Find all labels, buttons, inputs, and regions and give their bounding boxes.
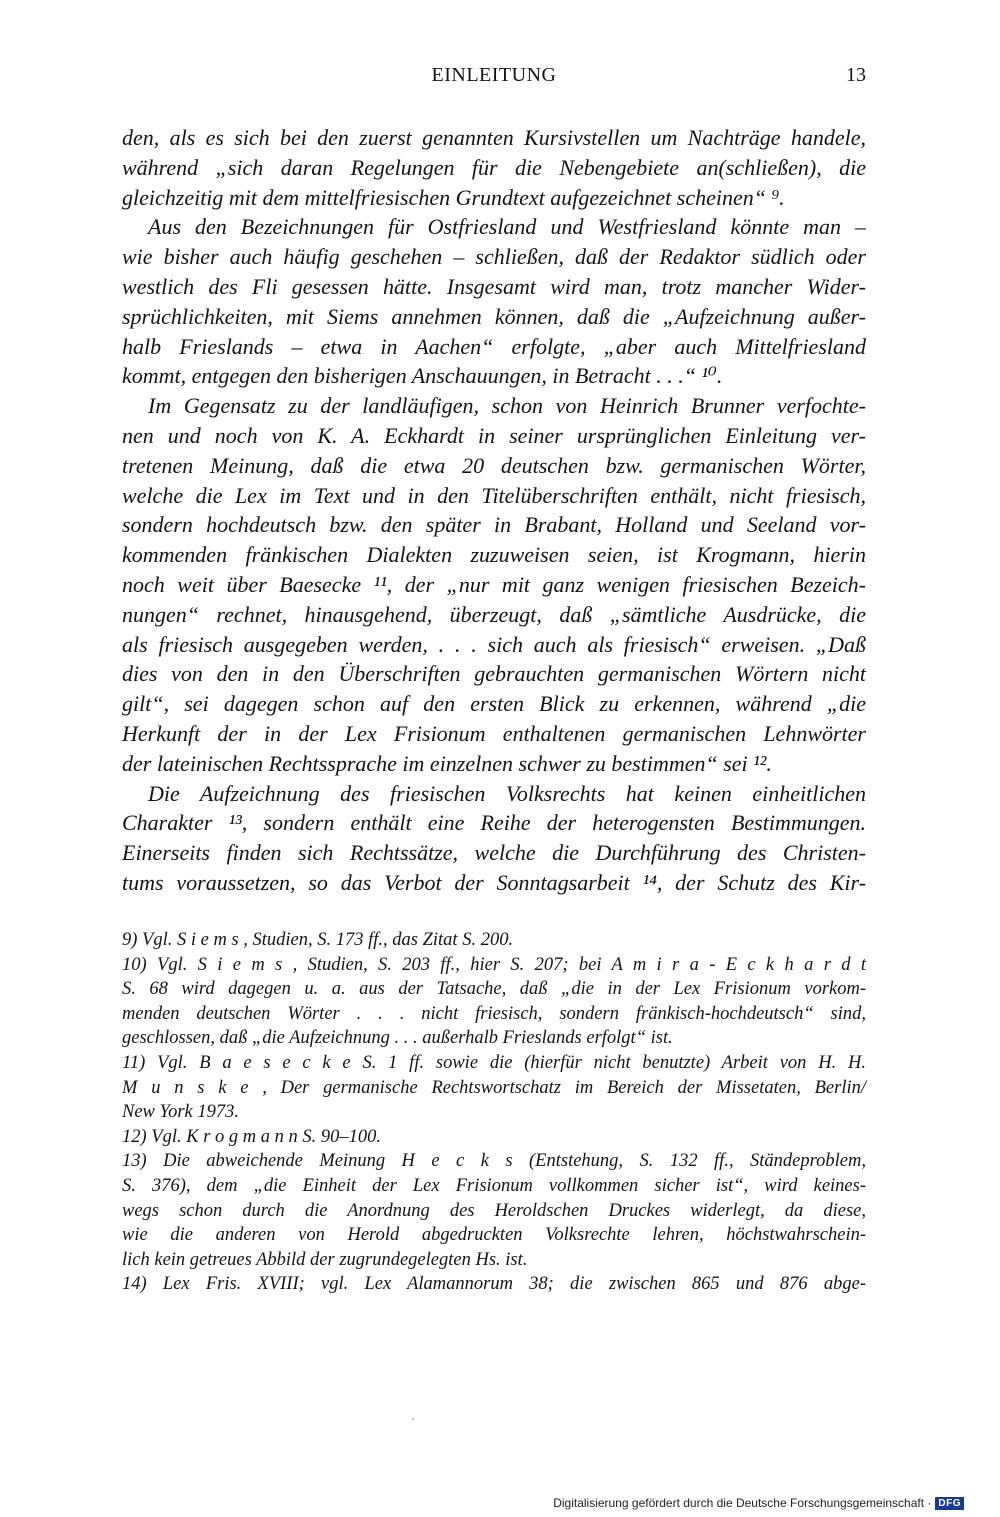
scan-speck [412, 1418, 414, 1420]
footnote-line: 13) Die abweichende Meinung H e c k s (Entstehung, S. 132 ff., Ständeproblem, [122, 1151, 866, 1172]
body-line: halb Frieslands – etwa in Aachen“ erfolgte, „aber auch Mittelfriesland [122, 333, 866, 359]
footnote-line: 11) Vgl. B a e s e c k e S. 1 ff. sowie die (hierfür nicht benutzte) Arbeit von H. H. [122, 1052, 866, 1073]
footnote-line: 10) Vgl. S i e m s , Studien, S. 203 ff., hier S. 207; bei A m i r a - E c k h a r d t [122, 954, 866, 975]
body-line: westlich des Fli gesessen hätte. Insgesamt wird man, trotz mancher Wider- [122, 273, 866, 299]
running-title: EINLEITUNG [431, 64, 557, 86]
digitization-footer [553, 1496, 964, 1510]
body-line: nen und noch von K. A. Eckhardt in seiner ursprünglichen Einleitung ver- [122, 422, 866, 448]
body-line: den, als es sich bei den zuerst genannten Kursivstellen um Nachträge handele, [122, 125, 866, 150]
body-text [122, 123, 866, 898]
footnote-line: 14) Lex Fris. XVIII; vgl. Lex Alamannorum 38; die zwischen 865 und 876 abge- [122, 1274, 866, 1295]
footnote-line: S. 376), dem „die Einheit der Lex Frisionum vollkommen sicher ist“, wird keines- [122, 1175, 866, 1196]
body-line: dies von den in den Überschriften gebrauchten germanischen Wörtern nicht [122, 661, 866, 687]
body-line: gleichzeitig mit dem mittelfriesischen Grundtext aufgezeichnet scheinen“ ⁹. [122, 184, 785, 210]
body-line: der lateinischen Rechtssprache im einzelnen schwer zu bestimmen“ sei ¹². [122, 750, 772, 776]
body-line: während „sich daran Regelungen für die Nebengebiete an(schließen), die [122, 154, 866, 180]
body-line: Im Gegensatz zu der landläufigen, schon von Heinrich Brunner verfochte- [148, 393, 866, 419]
footnote-line: M u n s k e , Der germanische Rechtswortschatz im Bereich der Missetaten, Berlin/ [122, 1077, 866, 1098]
footnote-line: wegs schon durch die Anordnung des Heroldschen Druckes widerlegt, da diese, [122, 1200, 866, 1221]
body-line: als friesisch ausgegeben werden, . . . sich auch als friesisch“ erweisen. „Daß [122, 631, 866, 657]
dfg-logo: DFG [935, 1497, 964, 1510]
body-line: welche die Lex im Text und in den Titelüberschriften enthält, nicht friesisch, [122, 482, 866, 508]
body-line: tretenen Meinung, daß die etwa 20 deutschen bzw. germanischen Wörter, [122, 452, 866, 478]
footnote-line: 12) Vgl. K r o g m a n n S. 90–100. [122, 1126, 381, 1147]
body-line: sprüchlichkeiten, mit Siems annehmen können, daß die „Aufzeichnung außer- [122, 303, 866, 329]
body-line: gilt“, sei dagegen schon auf den ersten Blick zu erkennen, während „die [122, 691, 866, 717]
body-line: kommenden fränkischen Dialekten zuzuweisen seien, ist Krogmann, hierin [122, 542, 866, 568]
body-line: Einerseits finden sich Rechtssätze, welche die Durchführung des Christen- [122, 840, 866, 866]
body-line: noch weit über Baesecke ¹¹, der „nur mit ganz wenigen friesischen Bezeich- [122, 571, 866, 597]
footnote-line: S. 68 wird dagegen u. a. aus der Tatsache, daß „die in der Lex Frisionum vorkom- [122, 979, 866, 1000]
body-line: nungen“ rechnet, hinausgehend, überzeugt, daß „sämtliche Ausdrücke, die [122, 601, 866, 627]
footer-text: Digitalisierung gefördert durch die Deutsche Forschungsgemeinschaft · [553, 1496, 932, 1510]
body-line: sondern hochdeutsch bzw. den später in Brabant, Holland und Seeland vor- [122, 512, 866, 538]
body-line: tums voraussetzen, so das Verbot der Sonntagsarbeit ¹⁴, der Schutz des Kir- [122, 869, 866, 895]
footnote-line: wie die anderen von Herold abgedruckten Volksrechte lehren, höchstwahrschein- [122, 1225, 866, 1246]
body-line: Charakter ¹³, sondern enthält eine Reihe der heterogensten Bestimmungen. [122, 810, 866, 836]
body-line: Herkunft der in der Lex Frisionum enthaltenen germanischen Lehnwörter [122, 720, 866, 746]
page-number: 13 [846, 64, 866, 86]
footnote-line: 9) Vgl. S i e m s , Studien, S. 173 ff., das Zitat S. 200. [122, 930, 514, 950]
running-header [122, 64, 866, 94]
footnote-line: menden deutschen Wörter . . . nicht friesisch, sondern fränkisch-hochdeutsch“ sind, [122, 1003, 866, 1024]
body-line: Die Aufzeichnung des friesischen Volksrechts hat keinen einheitlichen [148, 780, 866, 806]
footnote-line: geschlossen, daß „die Aufzeichnung . . . außerhalb Frieslands erfolgt“ ist. [122, 1028, 673, 1049]
footnote-line: New York 1973. [122, 1102, 240, 1123]
body-line: Aus den Bezeichnungen für Ostfriesland und Westfriesland könnte man – [148, 214, 866, 240]
footnotes [122, 928, 866, 1297]
body-line: wie bisher auch häufig geschehen – schließen, daß der Redaktor südlich oder [122, 244, 866, 270]
footnote-line: lich kein getreues Abbild der zugrundegelegten Hs. ist. [122, 1249, 528, 1270]
body-line: kommt, entgegen den bisherigen Anschauungen, in Betracht . . .“ ¹⁰. [122, 363, 723, 389]
